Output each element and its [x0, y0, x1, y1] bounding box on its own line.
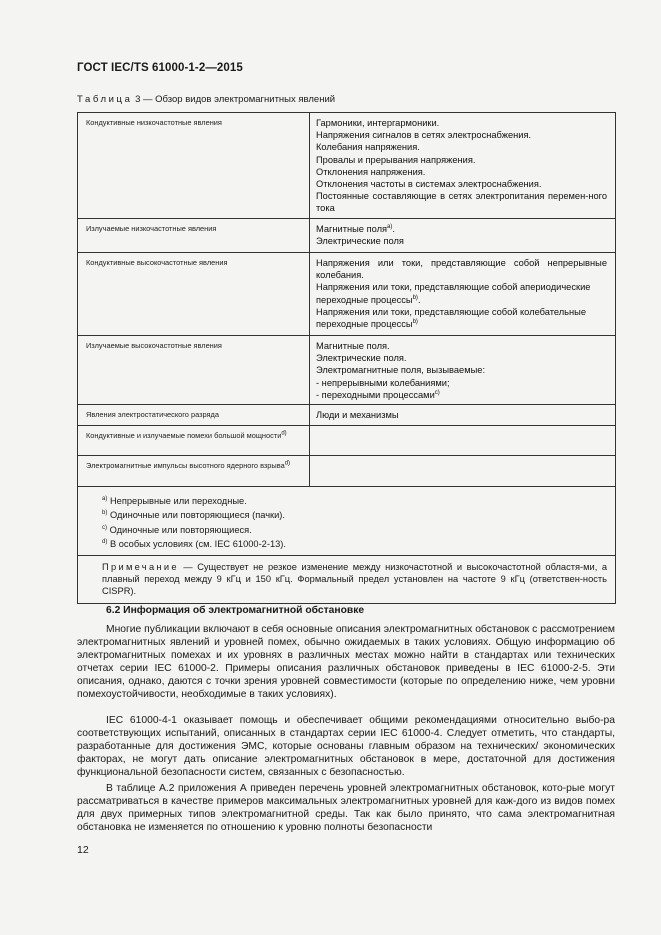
example-line: Отклонения частоты в системах электроснабжения. — [316, 179, 542, 190]
table-row — [78, 456, 615, 487]
note-text: — Существует не резкое изменение между низкочастотной и высокочастотной областя-ми, а плавный переход между 9 кГц и 150 кГц. Формальный предел установлен на частоте 9 кГц (ответствен-ность CISPR). — [102, 562, 607, 597]
table-row — [78, 405, 615, 426]
phenomenon-category: Излучаемые низкочастотные явления — [78, 219, 310, 252]
example-line: Люди и механизмы — [316, 410, 399, 420]
footnote-ref: c) — [434, 389, 440, 396]
example-line: Электромагнитные поля, вызываемые: — [316, 365, 486, 376]
footnote: $^{d)}$ В особых условиях (см. IEC 61000-2-13). — [102, 538, 286, 549]
example-line: Магнитные поля. — [316, 341, 390, 351]
table-footnotes — [78, 487, 615, 556]
example-line: Напряжения или токи, представляющие собой колебательные переходные процессы$^{b)}$ — [316, 306, 586, 330]
example-line: - переходными процессами$^{c)}$ — [316, 389, 440, 400]
table-row — [78, 219, 615, 253]
table-caption — [77, 94, 335, 105]
example-line: Напряжения или токи, представляющие собой апериодические переходные процессы$^{b)}$. — [316, 282, 591, 305]
example-line: Гармоники, интергармоники. — [316, 118, 440, 128]
phenomenon-examples — [310, 219, 615, 252]
example-line: - непрерывными колебаниями; — [316, 377, 450, 388]
phenomenon-examples — [310, 405, 615, 425]
example-line: Магнитные поля$^{a)}$. — [316, 223, 395, 234]
example-line: Провалы и прерывания напряжения. — [316, 154, 476, 165]
table-row — [78, 253, 615, 336]
phenomenon-category: Излучаемые высокочастотные явления — [78, 336, 310, 404]
phenomenon-examples — [310, 336, 615, 404]
footnote: $^{b)}$ Одиночные или повторяющиеся (пачки). — [102, 510, 285, 521]
body-paragraph: Многие публикации включают в себя основные описания электромагнитных обстановок с рассмотрением электромагнитных явлений и уровней помех, обычно ожидаемых в таких условиях. Общую информацию об электромагнитных помехах и их уровнях в различных местах можно найти в стандартах или технических отчетах серии IEC 61000-2. Примеры описания различных обстановок приведены в IEC 61000-2-5. Эти описания, однако, даются с точки зрения уровней совместимости (которые по определению ниже, чем уровни помехоустойчивости, необходимые в таких условиях). — [77, 624, 615, 700]
phenomenon-category: Кондуктивные высокочастотные явления — [78, 253, 310, 335]
phenomenon-category: Электромагнитные импульсы высотного ядерного взрыва$^{d)}$ — [78, 456, 310, 486]
phenomenon-category: Кондуктивные низкочастотные явления — [78, 113, 310, 218]
example-line: Колебания напряжения. — [316, 142, 420, 153]
section-heading: 6.2 Информация об электромагнитной обстановке — [106, 605, 365, 616]
example-line: Отклонения напряжения. — [316, 166, 426, 177]
footnote-ref: a) — [387, 223, 393, 230]
table-row — [78, 426, 615, 456]
body-paragraph: IEC 61000-4-1 оказывает помощь и обеспечивает общими рекомендациями относительно выбо-ра соответствующих испытаний, описанных в стандартах серии IEC 61000-4. Следует отметить, что стандарты, разработанные для достижения ЭМС, которые основаны главным образом на технических/ экономических факторах, не могут дать описание электромагнитных обстановок в мере, достаточной для достижения функциональной безопасности систем, связанных с безопасностью. — [77, 715, 615, 778]
table-row — [78, 336, 615, 405]
footnote-ref: d) — [281, 430, 287, 437]
footnote-ref: b) — [412, 294, 418, 301]
phenomenon-examples — [310, 426, 615, 455]
footnote: $^{c)}$ Одиночные или повторяющиеся. — [102, 524, 252, 535]
example-line: Напряжения сигналов в сетях электроснабжения. — [316, 130, 532, 141]
phenomenon-category: Кондуктивные и излучаемые помехи большой мощности$^{d)}$ — [78, 426, 310, 455]
example-line: Электрические поля. — [316, 353, 407, 364]
footnote: $^{a)}$ Непрерывные или переходные. — [102, 496, 247, 507]
table-caption-title: 3 — Обзор видов электромагнитных явлений — [135, 94, 336, 105]
example-line: Электрические поля — [316, 236, 404, 247]
table-caption-word: Таблица — [77, 94, 133, 105]
table-row — [78, 113, 615, 219]
example-line: Постоянные составляющие в сетях электропитания перемен-ного тока — [316, 191, 607, 214]
phenomenon-examples — [310, 253, 615, 335]
page-number: 12 — [77, 844, 89, 856]
footnote-ref: d) — [284, 460, 291, 467]
phenomenon-category: Явления электростатического разряда — [78, 405, 310, 425]
phenomenon-examples — [310, 456, 615, 486]
document-code-header: ГОСТ IEC/TS 61000-1-2—2015 — [77, 62, 243, 74]
note-label: Примечание — [102, 562, 179, 573]
body-paragraph: В таблице А.2 приложения А приведен перечень уровней электромагнитных обстановок, кото-рые могут рассматриваться в качестве примеров максимальных электромагнитных уровней для каж-дого из видов помех для двух примерных типов электромагнитной среды. Так как было принято, что сама электромагнитная обстановка не изменяется по отношению к уровню полноты безопасности — [77, 783, 615, 833]
phenomena-table — [77, 112, 616, 604]
phenomenon-examples — [310, 113, 615, 218]
table-note — [78, 556, 615, 603]
footnote-ref: b) — [412, 318, 418, 325]
example-line: Напряжения или токи, представляющие собой непрерывные колебания. — [316, 258, 607, 281]
